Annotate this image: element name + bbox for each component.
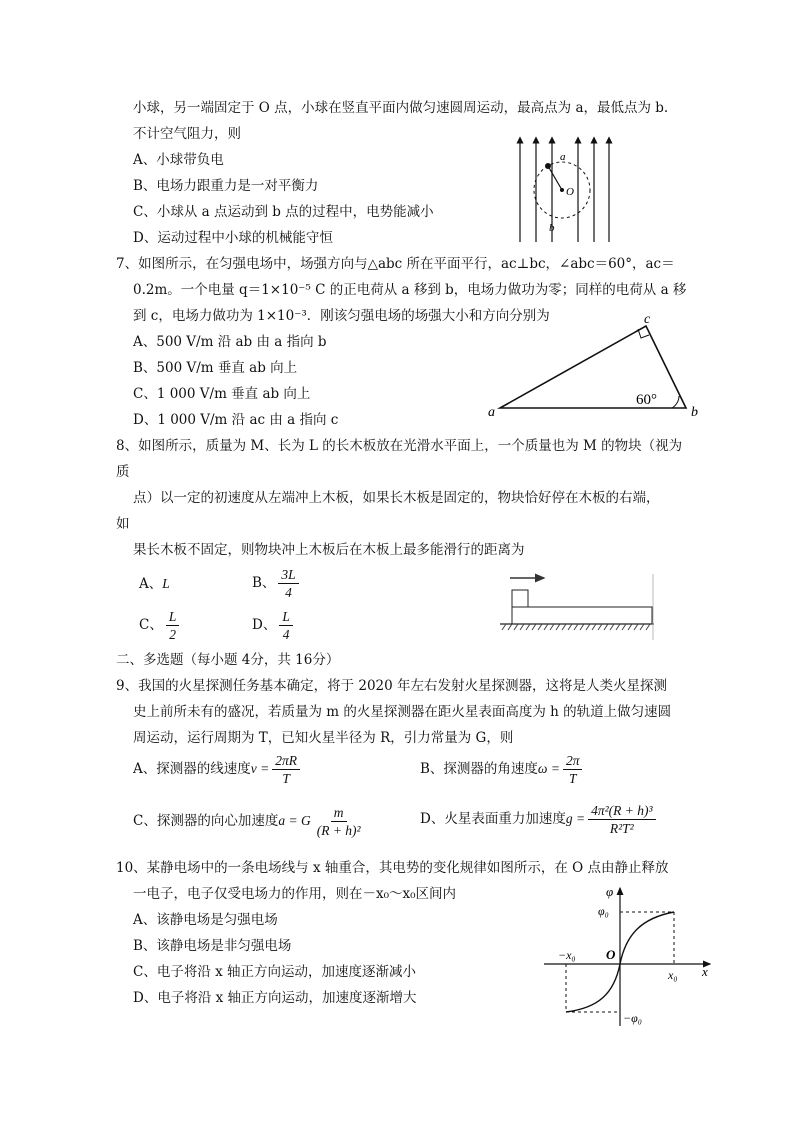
q7-stem-line2: 0.2m。一个电量 q＝1×10⁻⁵ C 的正电荷从 a 移到 b，电场力做功为零；同样的电荷从 a 移 — [133, 282, 687, 298]
section2-heading: 二、多选题（每小题 4分，共 16分） — [116, 652, 340, 668]
vertex-a-label: a — [488, 405, 495, 420]
x-label: x — [702, 964, 708, 979]
q10-option-d: D、电子将沿 x 轴正方向运动，加速度逐渐增大 — [133, 990, 417, 1006]
vertex-b-label: b — [691, 405, 698, 420]
guide-positive — [620, 912, 674, 964]
q9-stem-line2: 史上前所未有的盛况，若质量为 m 的火星探测器在距火星表面高度为 h 的轨道上做匀速圆 — [133, 704, 672, 720]
block — [512, 590, 528, 607]
q6-option-d: D、运动过程中小球的机械能守恒 — [133, 230, 333, 246]
q9-option-a: A、探测器的线速度v = $\frac{2\pi R}{T}$ — [133, 752, 303, 787]
neg-phi0-label: −φ₀ — [623, 1011, 642, 1025]
ground-hatching — [502, 624, 650, 630]
vertex-c-label: c — [644, 312, 651, 327]
q10-option-c: C、电子将沿 x 轴正方向运动，加速度逐渐减小 — [133, 964, 417, 980]
origin-label: O — [606, 947, 616, 962]
q8-stem-line3: 点）以一定的初速度从左端冲上木板，如果长木板是固定的，物块恰好停在木板的右端， — [133, 490, 660, 506]
phi0-label: φ₀ — [598, 904, 609, 918]
q7-option-a: A、500 V/m 沿 ab 由 a 指向 b — [133, 334, 327, 350]
q9-option-d: D、火星表面重力加速度g = $\frac{\text{4π²(R + h)³}}{\text{R²T²}}$ — [420, 802, 659, 837]
q10-option-a: A、该静电场是匀强电场 — [133, 912, 278, 928]
q10-option-b: B、该静电场是非匀强电场 — [133, 938, 292, 954]
q7-option-c: C、1 000 V/m 垂直 ab 向上 — [133, 386, 311, 402]
x0-label: x₀ — [668, 968, 678, 982]
q7-stem-line3: 到 c，电场力做功为 1×10⁻³．刚该匀强电场的场强大小和方向分别为 — [133, 308, 550, 324]
q10-stem-line2: 一电子，电子仅受电场力的作用，则在－x₀～x₀区间内 — [133, 886, 457, 902]
q10-stem-line1: 10、某静电场中的一条电场线与 x 轴重合，其电势的变化规律如图所示，在 O 点由静止释放 — [116, 860, 669, 876]
q6-option-b: B、电场力跟重力是一对平衡力 — [133, 178, 319, 194]
angle-60-label: 60° — [636, 392, 657, 408]
q6-electric-field-figure — [512, 134, 614, 246]
string-line — [548, 166, 562, 190]
q8-option-c: C、 $\frac{L}{2}$ — [139, 608, 182, 643]
neg-x0-label: −x₀ — [558, 948, 576, 962]
q8-board-figure — [492, 572, 656, 642]
long-board — [512, 607, 652, 624]
q7-stem-line1: 7、如图所示，在匀强电场中，场强方向与△abc 所在平面平行，ac⊥bc，∠abc＝60°，ac＝ — [116, 256, 675, 272]
q9-option-b: B、探测器的角速度ω = $\frac{2\pi}{T}$ — [420, 752, 585, 787]
q6-option-c: C、小球从 a 点运动到 b 点的过程中，电势能减小 — [133, 204, 434, 220]
angle-arc — [672, 396, 679, 408]
label-b: b — [549, 222, 555, 234]
label-a: a — [560, 151, 566, 163]
q8-option-a: A、L — [139, 576, 170, 592]
q6-option-a: A、小球带负电 — [133, 152, 224, 168]
label-o: O — [566, 186, 574, 198]
q7-option-b: B、500 V/m 垂直 ab 向上 — [133, 360, 298, 376]
q10-potential-graph — [538, 882, 718, 1030]
q8-stem-line5: 果长木板不固定，则物块冲上木板后在木板上最多能滑行的距离为 — [133, 542, 525, 558]
q7-triangle-figure — [486, 312, 716, 422]
q9-stem-line1: 9、我国的火星探测任务基本确定，将于 2020 年左右发射火星探测器，这将是人类火星探测 — [116, 678, 668, 694]
q6-stem-line2: 不计空气阻力，则 — [133, 126, 241, 142]
q8-option-d: D、 $\frac{L}{4}$ — [252, 608, 296, 643]
q8-option-b: B、 $\frac{3L}{4}$ — [252, 566, 302, 601]
q8-stem-line1: 8、如图所示，质量为 M、长为 L 的长木板放在光滑水平面上，一个质量也为 M 的物块（视为 — [116, 438, 683, 454]
triangle-abc — [500, 326, 686, 408]
q8-stem-line4: 如 — [116, 516, 130, 532]
ball — [545, 163, 551, 169]
q8-stem-line2: 质 — [116, 464, 130, 480]
pivot-point — [560, 188, 564, 192]
q9-option-c: C、探测器的向心加速度a = G $\frac{m}{\text{(R + h)²}}$ — [133, 805, 361, 838]
q9-stem-line3: 周运动，运行周期为 T，已知火星半径为 R，引力常量为 G，则 — [133, 730, 514, 746]
q6-stem-line1: 小球，另一端固定于 O 点，小球在竖直平面内做匀速圆周运动，最高点为 a，最低点为 b. — [133, 100, 669, 116]
phi-label: φ — [606, 884, 614, 899]
q7-option-d: D、1 000 V/m 沿 ac 由 a 指向 c — [133, 412, 339, 428]
